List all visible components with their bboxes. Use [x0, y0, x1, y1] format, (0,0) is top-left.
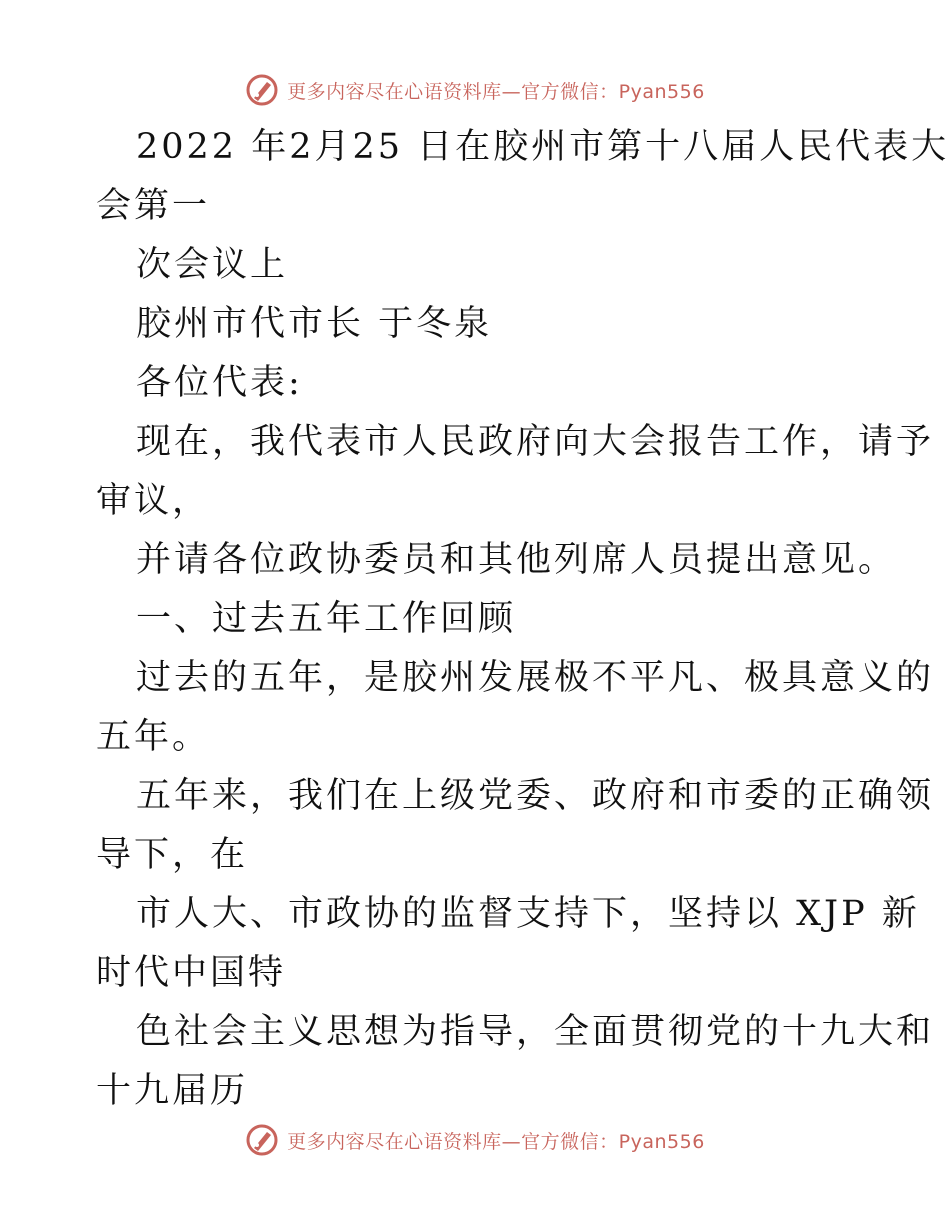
body-line: 审议， — [96, 481, 211, 521]
body-line: 五年。 — [96, 717, 211, 757]
header-banner-text: 更多内容尽在心语资料库—官方微信：Pyan556 — [287, 80, 705, 103]
body-line: 各位代表: — [136, 363, 303, 403]
body-line: 过去的五年，是胶州发展极不平凡、极具意义的 — [136, 658, 935, 698]
body-line: 次会议上 — [136, 245, 289, 285]
footer-banner-text: 更多内容尽在心语资料库—官方微信：Pyan556 — [287, 1130, 705, 1153]
document-body — [96, 118, 950, 1121]
body-line: 五年来，我们在上级党委、政府和市委的正确领 — [136, 776, 935, 816]
body-line: 并请各位政协委员和其他列席人员提出意见。 — [136, 540, 897, 580]
section-heading: 一、过去五年工作回顾 — [136, 599, 517, 639]
body-line: 市人大、市政协的监督支持下，坚持以 XJP 新 — [136, 894, 920, 934]
pen-nib-logo-icon — [245, 73, 279, 107]
body-line: 2022 年2月25 日在胶州市第十八届人民代表大 — [136, 127, 950, 167]
body-line: 色社会主义思想为指导，全面贯彻党的十九大和 — [136, 1012, 935, 1052]
footer-banner — [0, 1120, 950, 1160]
header-banner — [0, 70, 950, 110]
body-line: 时代中国特 — [96, 953, 287, 993]
body-line: 会第一 — [96, 186, 211, 226]
body-line: 胶州市代市长 于冬泉 — [136, 304, 493, 344]
body-line: 十九届历 — [96, 1071, 249, 1111]
body-line: 现在，我代表市人民政府向大会报告工作，请予 — [136, 422, 935, 462]
body-line: 导下，在 — [96, 835, 249, 875]
pen-nib-logo-icon — [245, 1123, 279, 1157]
